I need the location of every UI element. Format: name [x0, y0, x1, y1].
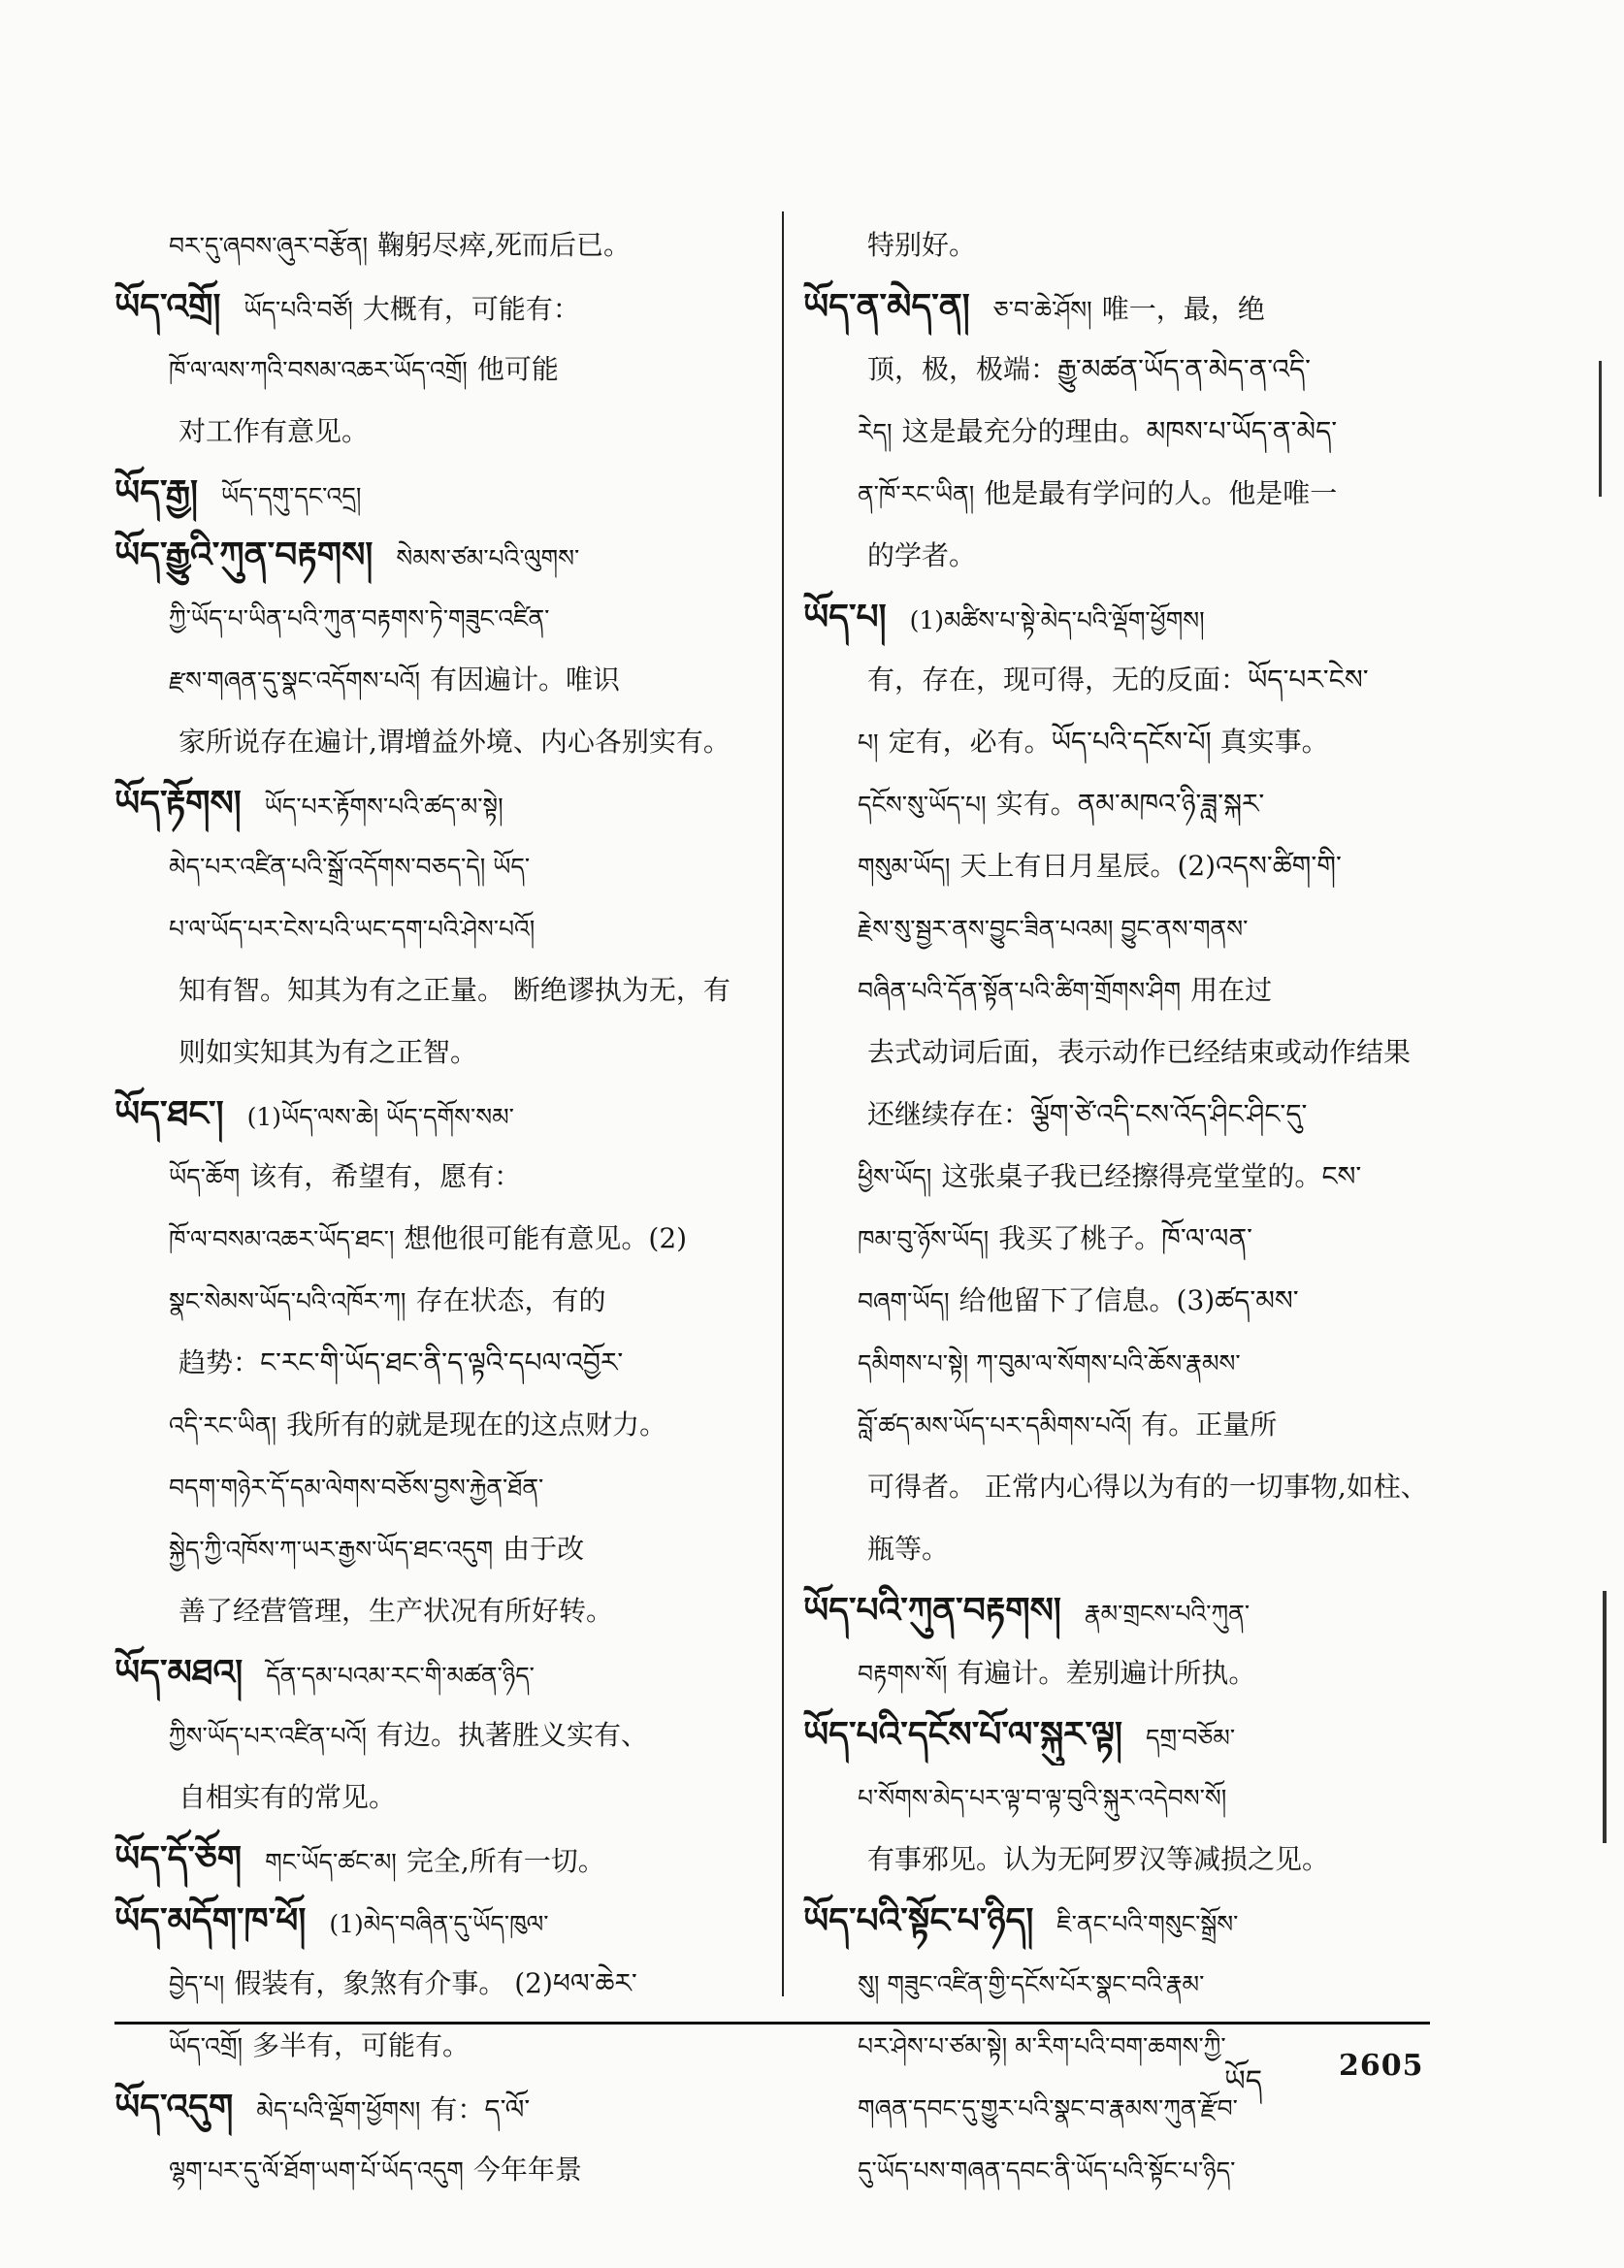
entry-line: [803, 338, 1434, 400]
entry-line: [114, 710, 760, 772]
tibetan-text: བརྟགས་སོ།: [858, 1660, 948, 1688]
page-number: 2605: [1339, 2049, 1424, 2083]
headword: ཡོད་རྒྱ།: [114, 472, 199, 513]
right-column: [803, 213, 1434, 2200]
tibetan-text: ཁོ་ལ་ལས་ཀའི་བསམ་འཆར་ཡོད་འགྲོ།: [169, 356, 468, 384]
chinese-text: 多半有，可能有。: [252, 2029, 471, 2061]
headword: ཡོད་པ།: [803, 597, 887, 637]
tibetan-text: བློ་ཚད་མས་ཡོད་པར་དམིགས་པའོ།: [858, 1411, 1132, 1440]
chinese-text: 特别好。: [867, 229, 977, 261]
entry-line: [114, 958, 760, 1021]
chinese-text: 家所说存在遍计,谓增益外境、内心各别实有。: [179, 726, 731, 758]
tibetan-text: དུ་ཡོད་པས་གཞན་དབང་ནི་ཡོད་པའི་སྟོང་པ་ཉིད་: [858, 2156, 1236, 2185]
entry-line: [114, 1766, 760, 1828]
tibetan-text: རྗེས་སུ་སྦྱར་ནས་བྱུང་ཟིན་པའམ། བྱུང་ནས་གནས་: [858, 915, 1249, 943]
headword: ཡོད་རྒྱུའི་ཀུན་བརྟགས།: [114, 535, 374, 575]
tibetan-text: ཡོད་ཆོག: [169, 1163, 241, 1191]
chinese-text: 有遍计。差别遍计所执。: [957, 1657, 1256, 1689]
tibetan-text: (1)མེད་བཞིན་དུ་ཡོད་ཁུལ་: [329, 1910, 549, 1938]
entry-headword-line: [114, 524, 760, 586]
entry-headword-line: [114, 462, 760, 524]
chinese-text: 鞠躬尽瘁,死而后已。: [377, 229, 631, 261]
entry-line: [114, 1517, 760, 1579]
entry-line: [114, 2138, 760, 2200]
entry-line: [803, 1207, 1434, 1269]
entry-line: [803, 648, 1434, 710]
chinese-text: 顶，极，极端：རྒྱུ་མཚན་ཡོད་ན་མེད་ན་འདི་: [867, 353, 1312, 385]
entry-line: [803, 1455, 1434, 1517]
entry-line: [803, 958, 1434, 1021]
chinese-text: 大概有，可能有：: [362, 293, 580, 325]
headword: ཡོད་མདོག་ཁ་ཕོ།: [114, 1900, 307, 1941]
chinese-text: 有边。执著胜义实有、: [375, 1719, 648, 1751]
entry-line: [114, 1455, 760, 1517]
tibetan-text: ཅ་བ་ཆེ་ཤོས།: [992, 296, 1092, 324]
tibetan-text: གང་ཡོད་ཚང་མ།: [265, 1848, 397, 1876]
entry-line: [803, 710, 1434, 772]
entry-headword-line: [803, 275, 1434, 338]
entry-line: [803, 1952, 1434, 2014]
tibetan-text: ན་ཁོ་རང་ཡིན།: [858, 480, 975, 508]
entry-line: [803, 1517, 1434, 1579]
entry-line: [114, 1703, 760, 1766]
column-divider: [782, 211, 784, 1996]
entry-line: [803, 1021, 1434, 1083]
entry-line: [114, 338, 760, 400]
footer-guide-word: ཡོད: [1224, 2064, 1263, 2098]
chinese-text: 有，存在，现可得，无的反面：ཡོད་པར་ངེས་: [867, 664, 1369, 696]
chinese-text: 天上有日月星辰。(2)འདས་ཚིག་གི་: [959, 850, 1342, 882]
headword: ཡོད་པའི་སྟོང་པ་ཉིད།: [803, 1900, 1034, 1941]
chinese-text: 有。正量所: [1141, 1409, 1278, 1441]
headword: ཡོད་འདུག: [114, 2087, 234, 2127]
tibetan-text: ཡོད་པའི་བཙོ།: [244, 296, 353, 324]
entry-line: [803, 1331, 1434, 1393]
tibetan-text: བཞིན་པའི་དོན་སྟོན་པའི་ཚིག་གྲོགས་ཤིག: [858, 977, 1182, 1005]
chinese-text: 定有，必有。ཡོད་པའི་དངོས་པོ། 真实事。: [888, 726, 1329, 758]
entry-line: [803, 213, 1434, 275]
tibetan-text: པ་ལ་ཡོད་པར་ངེས་པའི་ཡང་དག་པའི་ཤེས་པའོ།: [169, 915, 536, 943]
chinese-text: 假装有，象煞有介事。 (2)ཕལ་ཆེར་: [234, 1967, 637, 1999]
chinese-text: 完全,所有一切。: [406, 1845, 605, 1877]
chinese-text: 他可能: [476, 353, 559, 385]
tibetan-text: བཞག་ཡོད།: [858, 1287, 950, 1315]
entry-line: [114, 1269, 760, 1331]
tibetan-text: མེད་པར་འཛིན་པའི་སྒྲོ་འདོགས་བཅད་དེ། ཡོད་: [169, 853, 531, 881]
entry-line: [803, 1641, 1434, 1703]
chinese-text: 唯一，最，绝: [1101, 293, 1265, 325]
chinese-text: 有因遍计。唯识: [430, 664, 621, 696]
entry-headword-line: [114, 1828, 760, 1890]
footer-rule: [114, 2022, 1430, 2025]
chinese-text: 用在过: [1190, 974, 1273, 1006]
entry-line: [114, 896, 760, 958]
entry-line: [114, 648, 760, 710]
tibetan-text: ཁམ་བུ་ཉོས་ཡོད།: [858, 1225, 990, 1253]
headword: ཡོད་ཐང་།: [114, 1093, 224, 1134]
chinese-text: 还继续存在：ལྕོག་ཙེ་འདི་ངས་འོད་ཤིང་ཤིང་དུ་: [867, 1098, 1308, 1130]
entry-line: [114, 834, 760, 896]
tibetan-text: ཀྱི་ཡོད་པ་ཡིན་པའི་ཀུན་བརྟགས་ཏེ་གཟུང་འཛིན་: [169, 604, 550, 632]
entry-headword-line: [803, 1703, 1434, 1766]
entry-line: [803, 1828, 1434, 1890]
headword: ཡོད་ན་མེད་ན།: [803, 286, 970, 327]
tibetan-text: དོན་དམ་པའམ་རང་གི་མཚན་ཉིད་: [266, 1662, 535, 1690]
entry-line: [114, 400, 760, 462]
entry-line: [803, 1269, 1434, 1331]
tibetan-text: བདག་གཉེར་དོ་དམ་ལེགས་བཅོས་བྱས་རྐྱེན་ཐོན་: [169, 1474, 544, 1502]
entry-headword-line: [114, 2076, 760, 2138]
headword: ཡོད་པའི་དངོས་པོ་ལ་སྐུར་ལྟ།: [803, 1714, 1123, 1755]
chinese-text: 则如实知其为有之正智。: [179, 1036, 478, 1068]
chinese-text: 想他很可能有意见。(2): [404, 1222, 688, 1254]
entry-line: [803, 2076, 1434, 2138]
entry-line: [803, 462, 1434, 524]
tibetan-text: གཞན་དབང་དུ་གྱུར་པའི་སྣང་བ་རྣམས་ཀུན་རྫོབ་: [858, 2094, 1238, 2122]
tibetan-text: འདི་རང་ཡིན།: [169, 1411, 277, 1440]
chinese-text: 自相实有的常见。: [179, 1781, 397, 1813]
tibetan-text: ཀྱིས་ཡོད་པར་འཛིན་པའོ།: [169, 1722, 367, 1750]
tibetan-text: དགྲ་བཅོམ་: [1146, 1724, 1236, 1752]
tibetan-text: གསུམ་ཡོད།: [858, 853, 951, 881]
tibetan-text: བྱེད་པ།: [169, 1970, 225, 1998]
chinese-text: 有事邪见。认为无阿罗汉等减损之见。: [867, 1843, 1330, 1875]
entry-line: [803, 524, 1434, 586]
tibetan-text: དམིགས་པ་སྟེ། ཀ་བུམ་ལ་སོགས་པའི་ཆོས་རྣམས་: [858, 1349, 1241, 1377]
tibetan-text: ཕྱིས་ཡོད།: [858, 1163, 932, 1191]
entry-line: [803, 1766, 1434, 1828]
tibetan-text: རྣམ་གྲངས་པའི་ཀུན་: [1084, 1600, 1250, 1628]
chinese-text: 趋势：ང་རང་གི་ཡོད་ཐང་ནི་ད་ལྟའི་དཔལ་འབྱོར་: [179, 1346, 624, 1378]
entry-line: [803, 1145, 1434, 1207]
chinese-text: 我买了桃子。ཁོ་ལ་ལན་: [998, 1222, 1253, 1254]
chinese-text: 该有，希望有，愿有：: [249, 1160, 522, 1192]
chinese-text: 这张桌子我已经擦得亮堂堂的。ངས་: [941, 1160, 1362, 1192]
entry-line: [803, 1393, 1434, 1455]
headword: ཡོད་དོ་ཅོག: [114, 1838, 243, 1879]
chinese-text: 今年年景: [472, 2154, 582, 2186]
tibetan-text: ལྷག་པར་དུ་ལོ་ཐོག་ཡག་པོ་ཡོད་འདུག: [169, 2156, 464, 2185]
tibetan-text: དངོས་སུ་ཡོད་པ།: [858, 791, 987, 819]
tibetan-text: ཁོ་ལ་བསམ་འཆར་ཡོད་ཐང་།: [169, 1225, 395, 1253]
entry-line: [114, 213, 760, 275]
entry-line: [114, 1952, 760, 2014]
entry-line: [803, 772, 1434, 834]
chinese-text: 瓶等。: [867, 1533, 950, 1565]
tibetan-text: ཡོད་འགྲོ།: [169, 2032, 244, 2060]
chinese-text: 存在状态，有的: [415, 1284, 606, 1316]
entry-headword-line: [114, 1083, 760, 1145]
entry-headword-line: [114, 772, 760, 834]
entry-line: [803, 896, 1434, 958]
tibetan-text: ཇི་ནང་པའི་གསུང་སྒྲོས་: [1056, 1910, 1239, 1938]
entry-line: [114, 1579, 760, 1641]
tibetan-text: སེམས་ཙམ་པའི་ལུགས་: [396, 544, 580, 572]
headword: ཡོད་པའི་ཀུན་བརྟགས།: [803, 1590, 1061, 1631]
entry-line: [114, 1331, 760, 1393]
chinese-text: 给他留下了信息。(3)ཚད་མས་: [958, 1284, 1299, 1316]
chinese-text: 善了经营管理，生产状况有所好转。: [179, 1595, 614, 1627]
tibetan-text: (1)ཡོད་ལས་ཆེ། ཡོད་དགོས་སམ་: [246, 1103, 514, 1131]
entry-line: [803, 2138, 1434, 2200]
entry-line: [803, 834, 1434, 896]
chinese-text: 的学者。: [867, 539, 977, 571]
chinese-text: 我所有的就是现在的这点财力。: [286, 1409, 667, 1441]
tibetan-text: ཡོད་དགུ་དང་འདྲ།: [221, 482, 362, 510]
headword: ཡོད་མཐའ།: [114, 1652, 244, 1693]
tibetan-text: (1)མཚིས་པ་སྟེ་མེད་པའི་ལྡོག་ཕྱོགས།: [909, 606, 1205, 634]
chinese-text: 知有智。知其为有之正量。 断绝谬执为无，有: [179, 974, 731, 1006]
entry-headword-line: [803, 1890, 1434, 1952]
entry-line: [803, 400, 1434, 462]
tibetan-text: སྣང་སེམས་ཡོད་པའི་འཁོར་ཀ།: [169, 1287, 406, 1315]
tibetan-text: སྐྱེད་ཀྱི་འཁོས་ཀ་ཡར་རྒྱས་ཡོད་ཐང་འདུག: [169, 1536, 494, 1564]
chinese-text: 去式动词后面，表示动作已经结束或动作结果: [867, 1036, 1412, 1068]
entry-line: [114, 586, 760, 648]
chinese-text: 他是最有学问的人。他是唯一: [984, 477, 1338, 509]
tibetan-text: པར་ཤེས་པ་ཙམ་སྟེ། མ་རིག་པའི་བག་ཆགས་ཀྱི་: [858, 2032, 1226, 2060]
chinese-text: 这是最充分的理由。མཁས་པ་ཡོད་ན་མེད་: [901, 415, 1338, 447]
headword: ཡོད་འགྲོ།: [114, 286, 221, 327]
tibetan-text: མེད་པའི་ལྡོག་ཕྱོགས།: [256, 2096, 421, 2124]
entry-line: [114, 1021, 760, 1083]
entry-headword-line: [803, 1579, 1434, 1641]
chinese-text: 实有。ནམ་མཁའ་ཉི་ཟླ་སྐར་: [995, 788, 1265, 820]
tibetan-text: པ།: [858, 729, 879, 757]
left-column: [114, 213, 760, 2200]
tibetan-text: བར་དུ་ཞབས་ཞུར་བརྩོན།: [169, 232, 369, 260]
headword: ཡོད་རྟོགས།: [114, 783, 242, 824]
scan-edge-mark: [1599, 361, 1602, 497]
scan-edge-mark: [1603, 1591, 1607, 1843]
tibetan-text: ཡོད་པར་རྟོགས་པའི་ཚད་མ་སྟེ།: [264, 793, 503, 821]
chinese-text: 有：ད་ལོ་: [430, 2093, 531, 2125]
chinese-text: 由于改: [503, 1533, 585, 1565]
tibetan-text: རྫས་གཞན་དུ་སྣང་འདོགས་པའོ།: [169, 666, 421, 695]
tibetan-text: རེད།: [858, 418, 893, 446]
entry-headword-line: [114, 1890, 760, 1952]
entry-headword-line: [803, 586, 1434, 648]
entry-line: [803, 1083, 1434, 1145]
chinese-text: 对工作有意见。: [179, 415, 370, 447]
chinese-text: 可得者。 正常内心得以为有的一切事物,如柱、: [867, 1471, 1428, 1503]
entry-headword-line: [114, 1641, 760, 1703]
entry-line: [114, 1145, 760, 1207]
tibetan-text: པ་སོགས་མེད་པར་ལྟ་བ་ལྟ་བུའི་སྐུར་འདེབས་སོ།: [858, 1784, 1227, 1812]
entry-headword-line: [114, 275, 760, 338]
tibetan-text: སུ། གཟུང་འཛིན་གྱི་དངོས་པོར་སྣང་བའི་རྣམ་: [858, 1970, 1205, 1998]
entry-line: [114, 1207, 760, 1269]
entry-line: [114, 1393, 760, 1455]
